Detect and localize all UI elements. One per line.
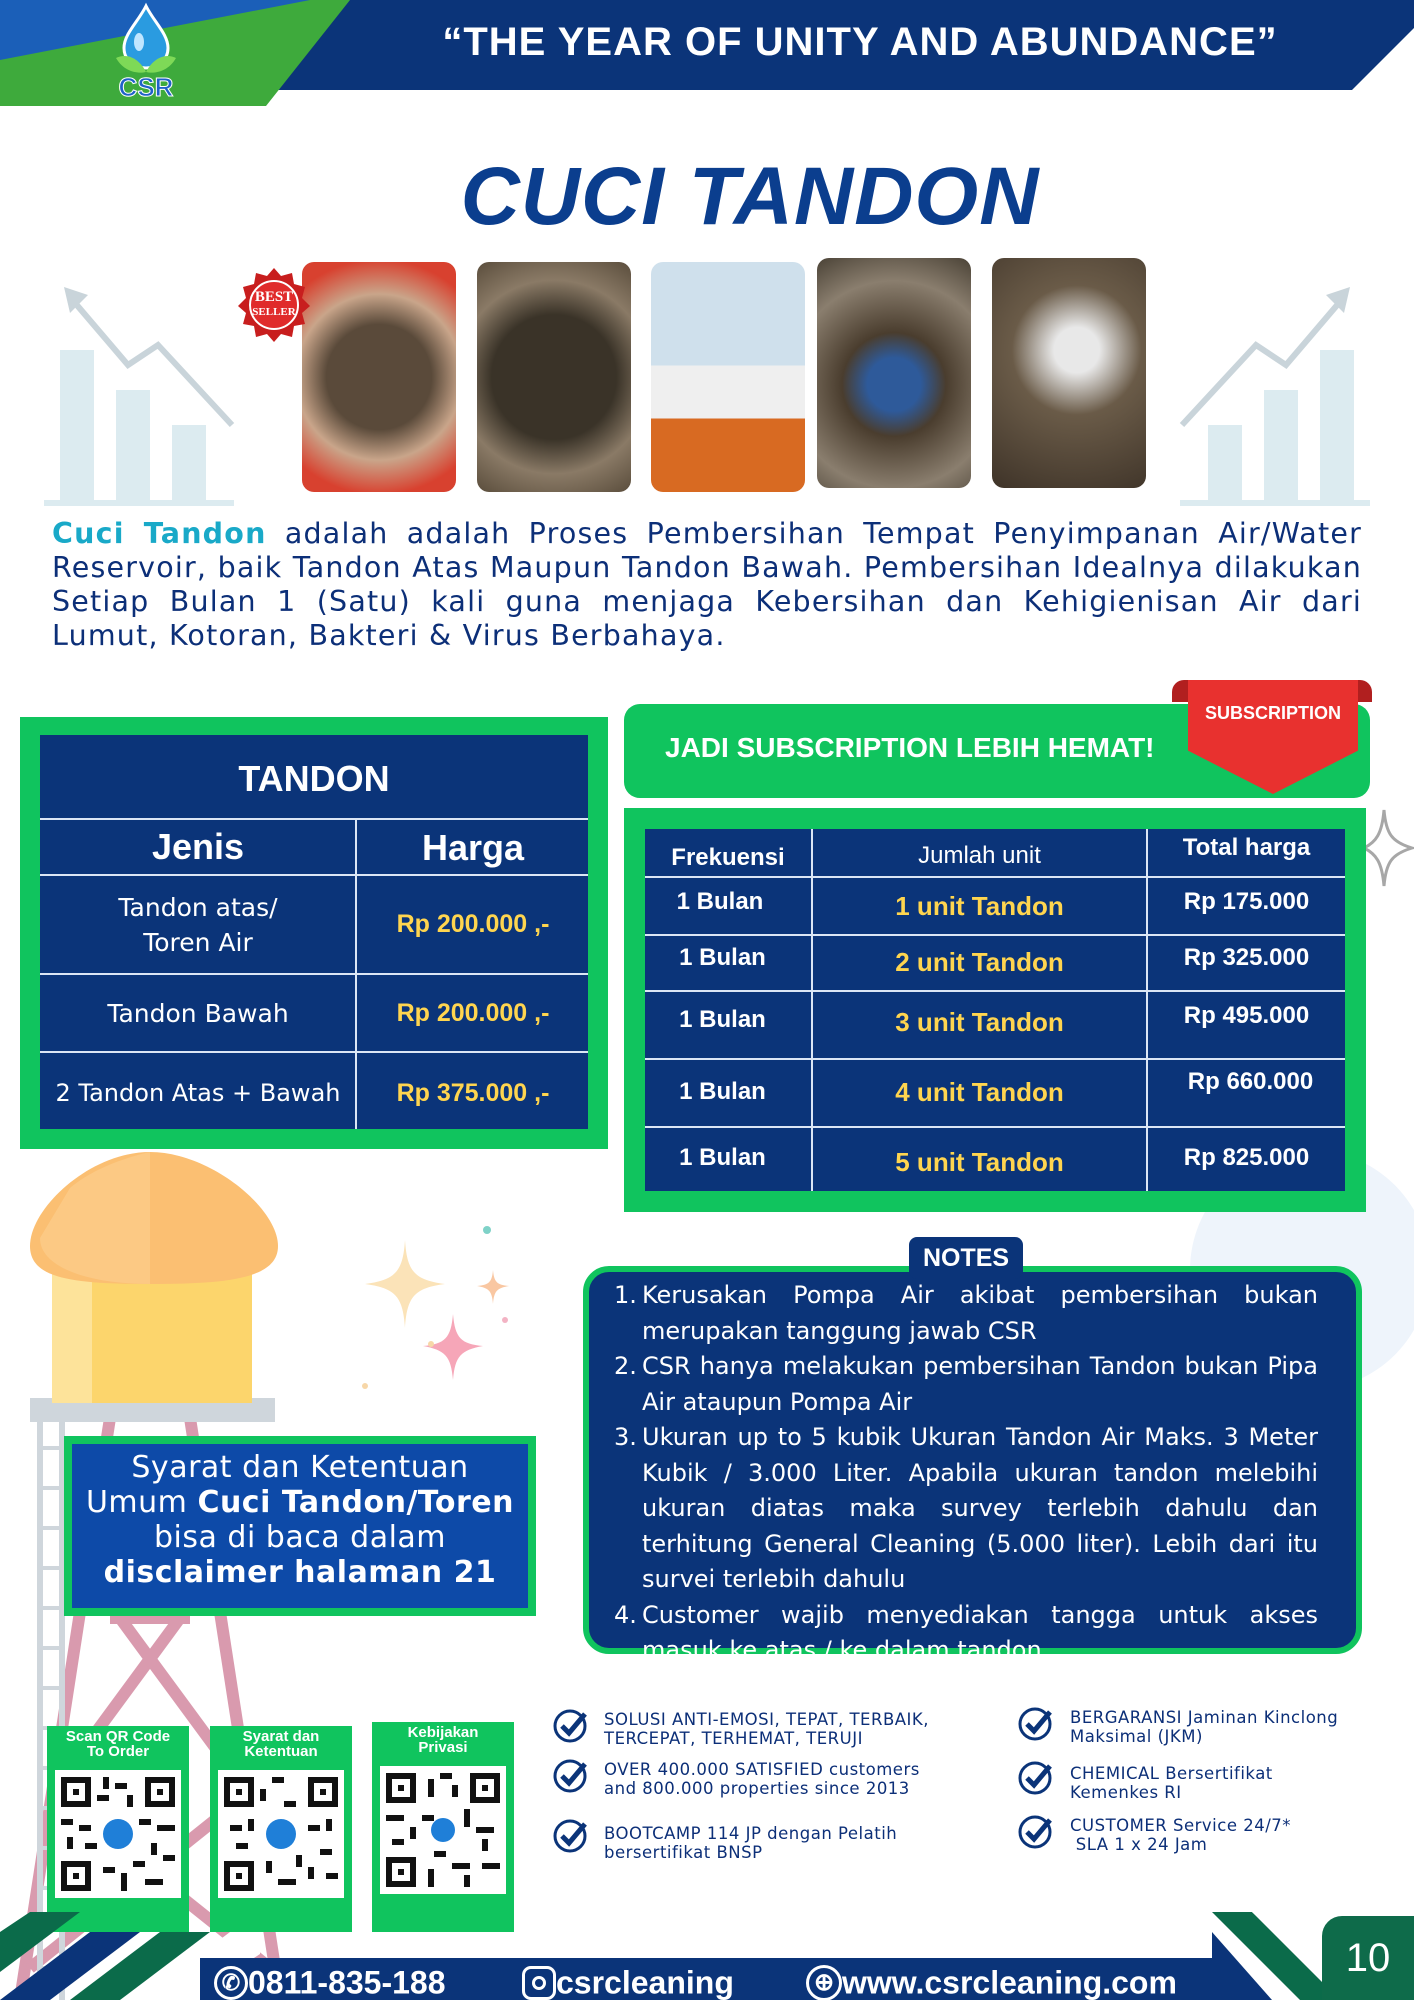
footer-stripes-right [1212, 1912, 1322, 2000]
check-badge-icon [1018, 1814, 1054, 1850]
note-item [614, 1598, 1318, 1669]
note-text: CSR hanya melakukan pembersihan Tandon bukan Pipa Air ataupun Pompa Air [642, 1352, 1318, 1416]
subscription-row-total: Rp 825.000 [1183, 1144, 1310, 1171]
logo-text: CSR [118, 72, 174, 102]
feature-line: Maksimal (JKM) [1070, 1727, 1203, 1746]
feature-item [1070, 1764, 1273, 1802]
price-row-price: Rp 200.000 ,- [396, 998, 550, 1027]
price-table-title: TANDON [238, 758, 390, 799]
instagram-handle: csrcleaning [556, 1964, 734, 2000]
qr-code-terms[interactable] [218, 1770, 344, 1898]
decorative-chart-left-icon [40, 285, 240, 510]
footer-phone[interactable] [214, 1960, 446, 2000]
note-item [614, 1278, 1318, 1349]
service-description [52, 517, 1362, 653]
feature-line: BOOTCAMP 114 JP dengan Pelatih [604, 1824, 898, 1843]
qr-card-privacy[interactable] [372, 1722, 514, 1932]
sparkles-icon [345, 1210, 535, 1400]
qr-label-line: Syarat dan [242, 1728, 320, 1745]
subscription-heading: JADI SUBSCRIPTION LEBIH HEMAT! [665, 732, 1155, 763]
feature-line: SOLUSI ANTI-EMOSI, TEPAT, TERBAIK, [604, 1710, 929, 1729]
photo-tank-cleaning-3 [651, 262, 805, 492]
photo-tank-cleaning-1 [302, 262, 456, 492]
subscription-row-frequency: 1 Bulan [679, 1006, 766, 1033]
price-row-type [40, 876, 356, 973]
feature-line: BERGARANSI Jaminan Kinclong [1070, 1708, 1339, 1727]
qr-code-icon [380, 1766, 506, 1894]
best-seller-badge [236, 266, 312, 342]
note-number: 1. [614, 1281, 637, 1309]
feature-line: Kemenkes RI [1070, 1783, 1182, 1802]
photo-tank-cleaning-4 [817, 258, 971, 488]
price-row-type-line: Toren Air [143, 927, 253, 957]
subscription-row-units: 2 unit Tandon [895, 946, 1064, 977]
subscription-ribbon-text: SUBSCRIPTION [1204, 703, 1341, 723]
price-header-price: Harga [421, 827, 525, 868]
description-highlight: Cuci Tandon [52, 517, 267, 550]
sparkle-icon [1362, 808, 1414, 888]
qr-label-line: Kebijakan [407, 1724, 479, 1741]
note-item [614, 1349, 1318, 1420]
qr-label-line: To Order [86, 1743, 150, 1760]
note-number: 3. [614, 1423, 637, 1451]
page-title: CUCI TANDON [460, 151, 1040, 242]
subscription-header-units: Jumlah unit [918, 842, 1041, 869]
qr-card-terms[interactable] [210, 1726, 352, 1932]
description-text: adalah adalah Proses Pembersihan Tempat Penyimpanan Air/Water Reservoir, baik Tandon Atas Maupun Tandon Bawah. Pembersihan Idealnya dilakukan Setiap Bulan 1 (Satu) kali guna menjaga Kebersihan dan Kehigienisan Air dari Lumut, Kotoran, Bakteri & Virus Berbahaya. [52, 517, 1362, 652]
note-number: 2. [614, 1352, 637, 1380]
page-number: 10 [1322, 1916, 1414, 2000]
feature-line: SLA 1 x 24 Jam [1070, 1835, 1208, 1854]
globe-icon: ⊕ [806, 1965, 842, 2000]
decorative-chart-right-icon [1174, 285, 1374, 510]
price-row-type: 2 Tandon Atas + Bawah [55, 1079, 341, 1107]
note-item [614, 1420, 1318, 1598]
check-badge-icon [553, 1758, 589, 1794]
note-text: Customer wajib menyediakan tangga untuk akses masuk ke atas / ke dalam tandon [642, 1600, 1318, 1664]
website-url: www.csrcleaning.com [842, 1964, 1177, 2000]
subscription-row-total: Rp 495.000 [1183, 1002, 1310, 1029]
check-badge-icon [553, 1708, 589, 1744]
qr-label-line: Scan QR Code [65, 1728, 171, 1745]
table-divider [355, 818, 357, 1129]
feature-item [1070, 1708, 1338, 1746]
feature-line: TERCEPAT, TERHEMAT, TERUJI [604, 1729, 863, 1748]
terms-line-bold: Cuci Tandon/Toren [197, 1485, 515, 1520]
feature-item [604, 1824, 897, 1862]
footer-instagram[interactable] [522, 1960, 734, 2000]
feature-line: CHEMICAL Bersertifikat [1070, 1764, 1273, 1783]
subscription-row-units: 5 unit Tandon [895, 1146, 1064, 1177]
check-badge-icon [553, 1818, 589, 1854]
note-text: Kerusakan Pompa Air akibat pembersihan bukan merupakan tanggung jawab CSR [642, 1281, 1318, 1345]
instagram-icon [522, 1966, 556, 2000]
feature-line: and 800.000 properties since 2013 [604, 1779, 910, 1798]
photo-tank-cleaning-2 [477, 262, 631, 492]
price-row-type: Tandon Bawah [107, 998, 289, 1028]
csr-logo [108, 2, 184, 102]
price-row-type-line: Tandon atas/ [118, 892, 278, 922]
feature-line: OVER 400.000 SATISFIED customers [604, 1760, 920, 1779]
qr-code-icon [218, 1770, 344, 1898]
feature-line: CUSTOMER Service 24/7* [1070, 1816, 1292, 1835]
note-number: 4. [614, 1600, 637, 1629]
price-row-price: Rp 200.000 ,- [396, 910, 550, 938]
qr-card-order[interactable] [47, 1726, 189, 1932]
subscription-row-units: 1 unit Tandon [895, 890, 1064, 921]
feature-item [604, 1760, 920, 1798]
notes-tag: NOTES [909, 1237, 1023, 1279]
subscription-row-frequency: 1 Bulan [679, 944, 766, 971]
best-seller-text-2: SELLER [252, 306, 296, 318]
check-badge-icon [1018, 1760, 1054, 1796]
subscription-header-total: Total harga [1182, 834, 1311, 861]
feature-item [1070, 1816, 1291, 1854]
subscription-row-units: 3 unit Tandon [895, 1006, 1064, 1037]
best-seller-text-1: BEST [254, 289, 294, 305]
subscription-row-frequency: 1 Bulan [676, 888, 764, 915]
feature-item [604, 1710, 929, 1748]
note-text: Ukuran up to 5 kubik Ukuran Tandon Air Maks. 3 Meter Kubik / 3.000 Liter. Apabila ukuran tandon melebihi ukuran diatas maka survey terlebih dahulu dan terhitung General Cleaning (5.000 liter). Lebih dari itu survei terlebih dahulu [642, 1423, 1318, 1593]
qr-code-privacy[interactable] [380, 1766, 506, 1894]
subscription-row-frequency: 1 Bulan [679, 1144, 766, 1171]
subscription-header-frequency: Frekuensi [671, 844, 785, 871]
table-divider [645, 990, 1345, 992]
footer-website[interactable] [806, 1960, 1177, 2000]
qr-code-order[interactable] [55, 1770, 181, 1898]
price-row-price: Rp 375.000 ,- [396, 1078, 550, 1107]
qr-label-line: Privasi [418, 1739, 468, 1756]
header-slogan: “THE YEAR OF UNITY AND ABUNDANCE” [442, 20, 1278, 64]
subscription-row-units: 4 unit Tandon [895, 1076, 1064, 1107]
feature-line: bersertifikat BNSP [604, 1843, 763, 1862]
terms-text [72, 1450, 528, 1590]
phone-number: 0811-835-188 [248, 1964, 446, 2000]
subscription-row-total: Rp 325.000 [1183, 944, 1310, 971]
terms-line [72, 1485, 528, 1520]
photo-tank-cleaning-5 [992, 258, 1146, 488]
terms-line-part: Umum [85, 1485, 198, 1520]
phone-icon: ✆ [214, 1966, 248, 2000]
qr-code-icon [55, 1770, 181, 1898]
table-divider [645, 1126, 1345, 1128]
terms-line: bisa di baca dalam [153, 1520, 447, 1555]
terms-line: Syarat dan Ketentuan [131, 1450, 469, 1485]
subscription-row-total: Rp 660.000 [1187, 1068, 1314, 1095]
qr-label-line: Ketentuan [244, 1743, 318, 1760]
subscription-row-total: Rp 175.000 [1183, 888, 1310, 915]
subscription-row-frequency: 1 Bulan [679, 1078, 766, 1105]
notes-list [614, 1278, 1318, 1669]
check-badge-icon [1018, 1706, 1054, 1742]
price-header-type: Jenis [151, 826, 245, 867]
terms-line[interactable]: disclaimer halaman 21 [103, 1555, 497, 1590]
